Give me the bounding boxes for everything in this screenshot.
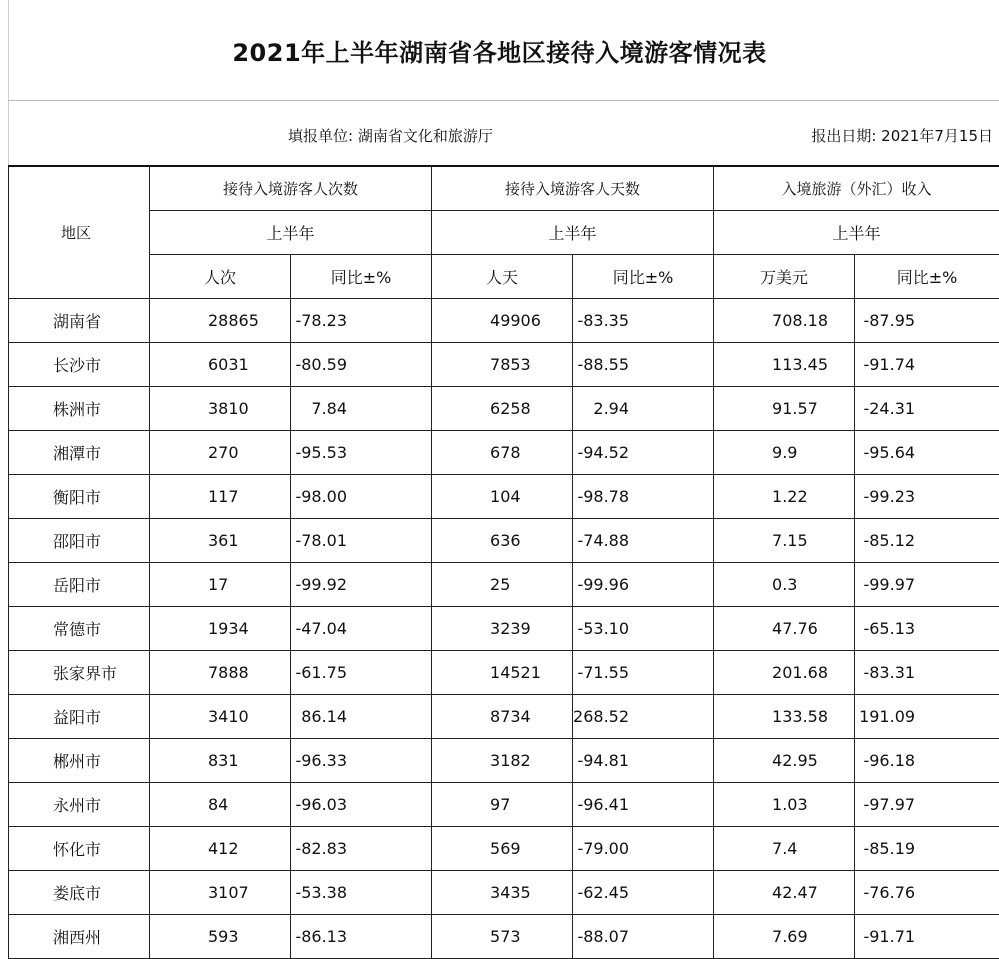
- header-group-visits: 接待入境游客人次数: [150, 166, 432, 211]
- cell-income: 7.69: [714, 915, 855, 959]
- cell-visits: 3107: [150, 871, 291, 915]
- cell-income: 91.57: [714, 387, 855, 431]
- cell-visits: 28865: [150, 299, 291, 343]
- cell-days-yoy: -96.41: [573, 783, 714, 827]
- header-period-income: 上半年: [714, 211, 999, 255]
- cell-days: 6258: [432, 387, 573, 431]
- table-row: [9, 827, 999, 871]
- table-row: [9, 519, 999, 563]
- cell-days-yoy: -94.52: [573, 431, 714, 475]
- cell-visits-yoy: -82.83: [291, 827, 432, 871]
- cell-days: 104: [432, 475, 573, 519]
- cell-income-yoy: -97.97: [855, 783, 999, 827]
- table-row: [9, 343, 999, 387]
- cell-region: 长沙市: [9, 343, 150, 387]
- header-row-period: [9, 211, 999, 255]
- cell-income: 9.9: [714, 431, 855, 475]
- cell-days-yoy: -83.35: [573, 299, 714, 343]
- table-row: [9, 915, 999, 959]
- cell-visits: 412: [150, 827, 291, 871]
- cell-days-yoy: 268.52: [573, 695, 714, 739]
- cell-visits: 117: [150, 475, 291, 519]
- cell-days-yoy: -88.07: [573, 915, 714, 959]
- cell-visits-yoy: -53.38: [291, 871, 432, 915]
- cell-income-yoy: -65.13: [855, 607, 999, 651]
- table-row: [9, 651, 999, 695]
- header-yoy-income: 同比±%: [855, 255, 999, 299]
- cell-visits-yoy: 86.14: [291, 695, 432, 739]
- cell-visits: 593: [150, 915, 291, 959]
- report-meta: [8, 101, 999, 165]
- cell-days: 3182: [432, 739, 573, 783]
- cell-region: 郴州市: [9, 739, 150, 783]
- cell-region: 娄底市: [9, 871, 150, 915]
- cell-region: 怀化市: [9, 827, 150, 871]
- cell-days-yoy: 2.94: [573, 387, 714, 431]
- cell-days: 678: [432, 431, 573, 475]
- header-group-days: 接待入境游客人天数: [432, 166, 714, 211]
- cell-visits: 1934: [150, 607, 291, 651]
- cell-income: 1.22: [714, 475, 855, 519]
- table-row: [9, 695, 999, 739]
- cell-days-yoy: -99.96: [573, 563, 714, 607]
- table-row: [9, 299, 999, 343]
- report-date: 报出日期: 2021年7月15日: [811, 127, 993, 145]
- cell-visits: 17: [150, 563, 291, 607]
- cell-visits: 3810: [150, 387, 291, 431]
- cell-visits-yoy: 7.84: [291, 387, 432, 431]
- header-unit-visits: 人次: [150, 255, 291, 299]
- cell-days-yoy: -53.10: [573, 607, 714, 651]
- cell-income-yoy: -24.31: [855, 387, 999, 431]
- cell-visits-yoy: -96.03: [291, 783, 432, 827]
- cell-region: 湘西州: [9, 915, 150, 959]
- cell-days-yoy: -71.55: [573, 651, 714, 695]
- cell-days: 573: [432, 915, 573, 959]
- cell-income: 133.58: [714, 695, 855, 739]
- cell-region: 常德市: [9, 607, 150, 651]
- cell-income-yoy: -96.18: [855, 739, 999, 783]
- table-row: [9, 607, 999, 651]
- cell-visits-yoy: -61.75: [291, 651, 432, 695]
- cell-income-yoy: -99.97: [855, 563, 999, 607]
- cell-region: 岳阳市: [9, 563, 150, 607]
- cell-income: 47.76: [714, 607, 855, 651]
- cell-visits: 3410: [150, 695, 291, 739]
- cell-visits-yoy: -86.13: [291, 915, 432, 959]
- cell-visits-yoy: -80.59: [291, 343, 432, 387]
- cell-days-yoy: -88.55: [573, 343, 714, 387]
- cell-visits: 84: [150, 783, 291, 827]
- table-row: [9, 871, 999, 915]
- cell-days: 97: [432, 783, 573, 827]
- cell-income: 708.18: [714, 299, 855, 343]
- cell-income: 113.45: [714, 343, 855, 387]
- cell-income: 7.4: [714, 827, 855, 871]
- table-row: [9, 739, 999, 783]
- cell-days: 8734: [432, 695, 573, 739]
- cell-days: 636: [432, 519, 573, 563]
- cell-region: 永州市: [9, 783, 150, 827]
- cell-income-yoy: -85.12: [855, 519, 999, 563]
- cell-income-yoy: -91.74: [855, 343, 999, 387]
- cell-income: 0.3: [714, 563, 855, 607]
- cell-days-yoy: -79.00: [573, 827, 714, 871]
- cell-region: 张家界市: [9, 651, 150, 695]
- cell-region: 湖南省: [9, 299, 150, 343]
- cell-days-yoy: -94.81: [573, 739, 714, 783]
- cell-visits-yoy: -78.23: [291, 299, 432, 343]
- cell-days-yoy: -98.78: [573, 475, 714, 519]
- cell-days-yoy: -62.45: [573, 871, 714, 915]
- cell-days-yoy: -74.88: [573, 519, 714, 563]
- reporting-unit: 填报单位: 湖南省文化和旅游厅: [288, 127, 493, 145]
- header-yoy-days: 同比±%: [573, 255, 714, 299]
- table-row: [9, 563, 999, 607]
- cell-visits-yoy: -96.33: [291, 739, 432, 783]
- cell-region: 湘潭市: [9, 431, 150, 475]
- header-row-units: [9, 255, 999, 299]
- cell-visits-yoy: -98.00: [291, 475, 432, 519]
- cell-income-yoy: -99.23: [855, 475, 999, 519]
- cell-income: 1.03: [714, 783, 855, 827]
- cell-region: 益阳市: [9, 695, 150, 739]
- cell-visits: 7888: [150, 651, 291, 695]
- cell-income-yoy: -95.64: [855, 431, 999, 475]
- cell-visits-yoy: -47.04: [291, 607, 432, 651]
- header-period-days: 上半年: [432, 211, 714, 255]
- cell-visits: 270: [150, 431, 291, 475]
- header-unit-days: 人天: [432, 255, 573, 299]
- table-row: [9, 783, 999, 827]
- cell-visits-yoy: -78.01: [291, 519, 432, 563]
- cell-visits-yoy: -95.53: [291, 431, 432, 475]
- cell-income-yoy: -91.71: [855, 915, 999, 959]
- cell-income: 201.68: [714, 651, 855, 695]
- table-row: [9, 387, 999, 431]
- header-region: 地区: [9, 166, 150, 299]
- cell-region: 株洲市: [9, 387, 150, 431]
- cell-income-yoy: -76.76: [855, 871, 999, 915]
- header-period-visits: 上半年: [150, 211, 432, 255]
- cell-income-yoy: -83.31: [855, 651, 999, 695]
- cell-days: 3435: [432, 871, 573, 915]
- cell-income-yoy: -85.19: [855, 827, 999, 871]
- page-title: 2021年上半年湖南省各地区接待入境游客情况表: [232, 38, 767, 67]
- cell-days: 569: [432, 827, 573, 871]
- header-row-groups: [9, 166, 999, 211]
- cell-region: 邵阳市: [9, 519, 150, 563]
- table-row: [9, 475, 999, 519]
- cell-income: 7.15: [714, 519, 855, 563]
- table-row: [9, 431, 999, 475]
- cell-visits: 6031: [150, 343, 291, 387]
- cell-days: 25: [432, 563, 573, 607]
- cell-income-yoy: -87.95: [855, 299, 999, 343]
- cell-region: 衡阳市: [9, 475, 150, 519]
- tourism-table: [8, 165, 999, 959]
- cell-income: 42.95: [714, 739, 855, 783]
- cell-days: 3239: [432, 607, 573, 651]
- cell-days: 7853: [432, 343, 573, 387]
- cell-visits: 361: [150, 519, 291, 563]
- cell-days: 49906: [432, 299, 573, 343]
- cell-income: 42.47: [714, 871, 855, 915]
- header-unit-income: 万美元: [714, 255, 855, 299]
- cell-visits-yoy: -99.92: [291, 563, 432, 607]
- header-group-income: 入境旅游（外汇）收入: [714, 166, 999, 211]
- cell-visits: 831: [150, 739, 291, 783]
- cell-days: 14521: [432, 651, 573, 695]
- header-yoy-visits: 同比±%: [291, 255, 432, 299]
- cell-income-yoy: 191.09: [855, 695, 999, 739]
